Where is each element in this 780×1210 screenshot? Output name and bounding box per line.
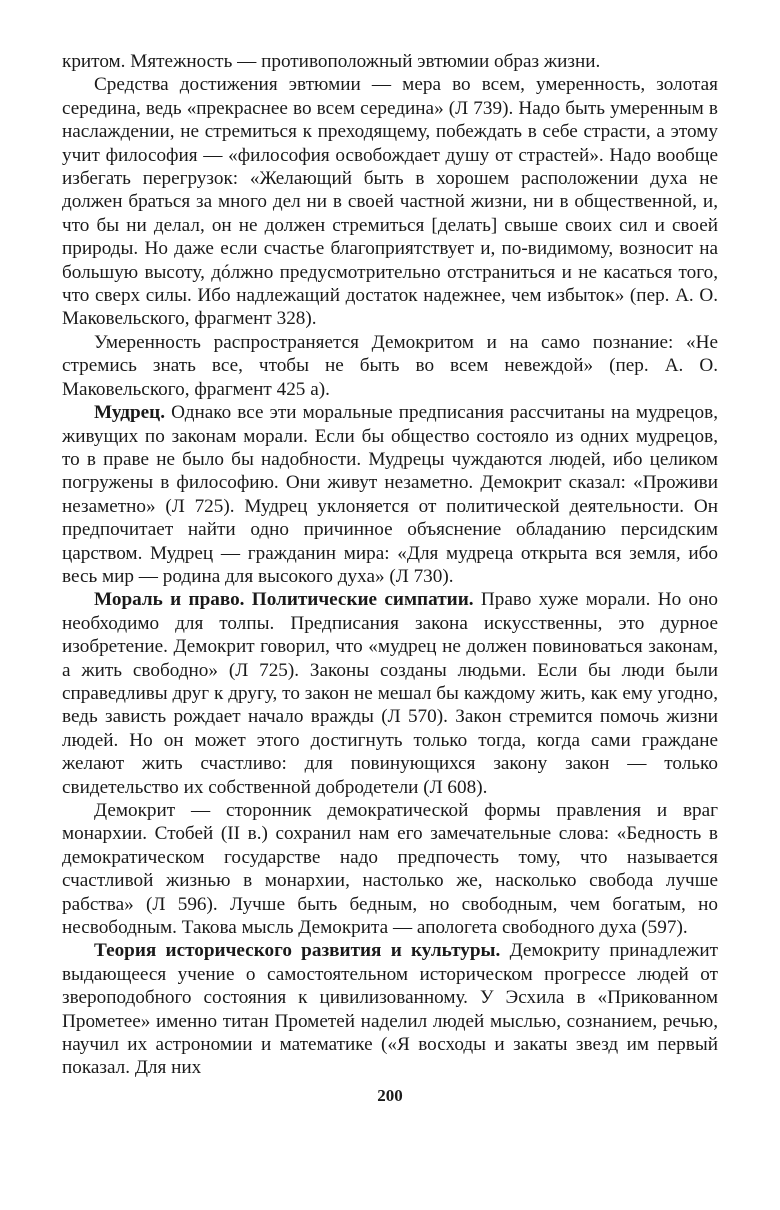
- paragraph-text: Умеренность распространяется Демокритом и на само познание: «Не стремись знать все, чтобы не быть во всем невеждой» (пер. А. О. Маковельского, фрагмент 425 а).: [62, 331, 718, 400]
- paragraph-text: Право хуже морали. Но оно необходимо для толпы. Предписания закона искусственны, это дурное изобретение. Демокрит говорил, что «мудрец не должен повиноваться законам, а жить свободно» (Л 725). Законы созданы людьми. Если бы люди были справедливы друг к другу, то закон не мешал бы каждому жить, как ему угодно, ведь зависть рождает начало вражды (Л 570). Закон стремится помочь жизни людей. Но он может этого достигнуть только тогда, когда сами граждане желают жить счастливо: для повинующихся закону закон — только свидетельство их собственной добродетели (Л 608).: [62, 589, 719, 798]
- paragraph-history-theory: [62, 939, 718, 1079]
- paragraph-text: Однако все эти моральные предписания рассчитаны на мудрецов, живущих по законам морали. Если бы общество состояло из одних мудрецов, то в праве не было бы надобности. Мудрецы чуждаются людей, ибо целиком погружены в философию. Они живут незаметно. Демокрит сказал: «Проживи незаметно» (Л 725). Мудрец уклоняется от политической деятельности. Он предпочитает найти одно причинное объяснение обладанию персидским царством. Мудрец — гражданин мира: «Для мудреца открыта вся земля, ибо весь мир — родина для высокого духа» (Л 730).: [62, 402, 719, 587]
- paragraph-text: Демокрит — сторонник демократической формы правления и враг монархии. Стобей (II в.) сохранил нам его замечательные слова: «Бедность в демократическом государстве надо предпочесть тому, что называется счастливой жизнью в монархии, настолько же, насколько свобода лучше рабства» (Л 596). Лучше быть бедным, но свободным, чем богатым, но несвободным. Такова мысль Демокрита — апологета свободного духа (597).: [62, 800, 718, 939]
- paragraph-moderation-means: [62, 73, 718, 330]
- paragraph-text: Средства достижения эвтюмии — мера во всем, умеренность, золотая середина, ведь «прекраснее во всем середина» (Л 739). Надо быть умеренным в наслаждении, не стремиться к преходящему, побеждать в себе страсти, а этому учит философия — «философия освобождает душу от страстей». Надо вообще избегать перегрузок: «Желающий быть в хорошем расположении духа не должен браться за много дел ни в своей частной жизни, ни в общественной, и, что бы ни делал, он не должен стремиться [делать] свыше своих сил и своей природы. Но даже если счастье благоприятствует и, по-видимому, возносит на большую высоту, дóлжно предусмотрительно отстраниться и не касаться того, что сверх силы. Ибо надлежащий достаток надежнее, чем избыток» (пер. А. О. Маковельского, фрагмент 328).: [62, 74, 718, 330]
- paragraph-continuation: [62, 50, 718, 73]
- section-heading-sage: Мудрец.: [94, 402, 165, 424]
- page-number: 200: [377, 1086, 403, 1105]
- paragraph-text: критом. Мятежность — противоположный эвтюмии образ жизни.: [62, 51, 601, 72]
- section-heading-morality-law: Мораль и право. Политические симпатии.: [94, 589, 474, 611]
- page-body: [62, 50, 718, 1080]
- paragraph-text: Демокриту принадлежит выдающееся учение о самостоятельном историческом прогрессе людей от звероподобного состояния к цивилизованному. У Эсхила в «Прикованном Прометее» именно титан Прометей наделил людей мыслью, сознанием, речью, научил их астрономии и математике («Я восходы и закаты звезд им первый показал. Для них: [62, 940, 719, 1079]
- paragraph-moderation-knowledge: [62, 331, 718, 401]
- paragraph-democracy: [62, 799, 718, 939]
- paragraph-morality-law: [62, 588, 718, 799]
- section-heading-history-theory: Теория исторического развития и культуры.: [94, 940, 501, 962]
- paragraph-sage: [62, 401, 718, 588]
